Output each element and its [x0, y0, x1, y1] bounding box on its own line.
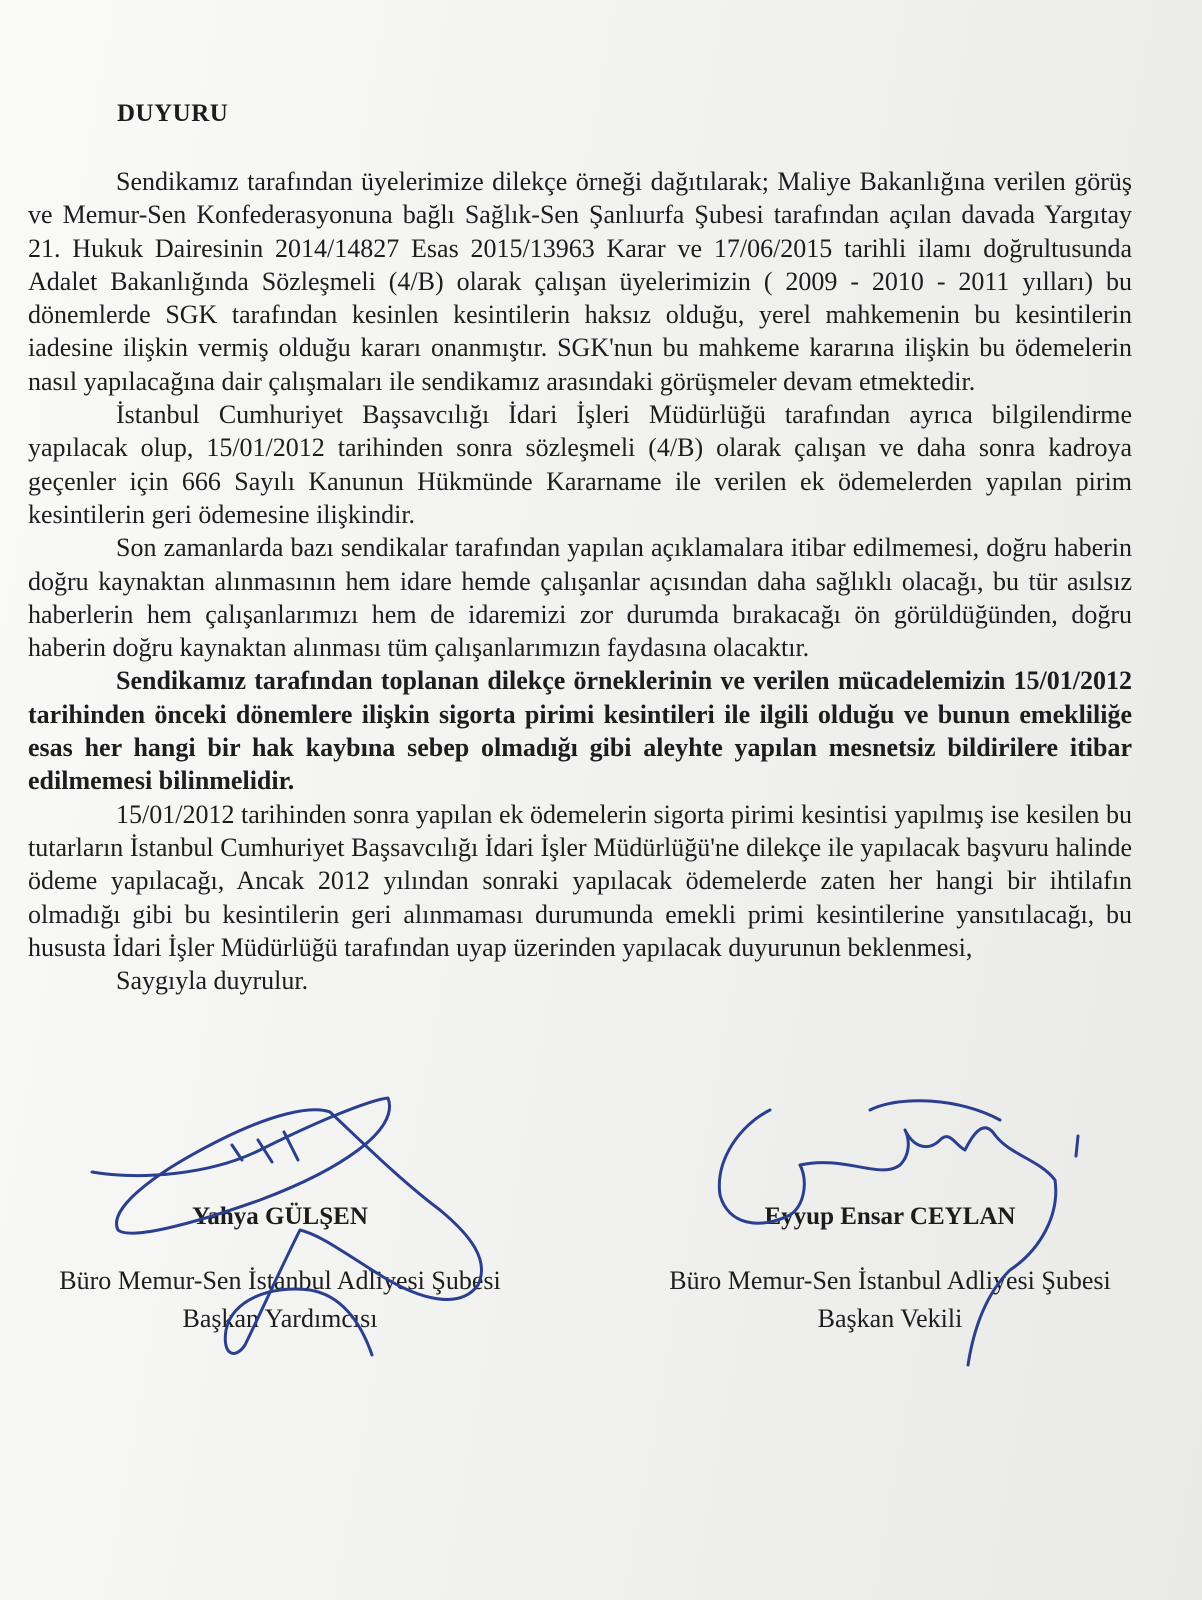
signatory-right-position: Başkan Vekili — [817, 1304, 963, 1333]
signatory-left-position: Başkan Yardımcısı — [182, 1304, 378, 1333]
paragraph-1: Sendikamız tarafından üyelerimize dilekçe örneği dağıtılarak; Maliye Bakanlığına verilen görüş ve Memur-Sen Konfederasyonuna bağlı Sağlık-Sen Şanlıurfa Şubesi tarafından açılan davada Yargıtay 21. Hukuk Dairesinin 2014/14827 Esas 2015/13963 Karar ve 17/06/2015 tarihli ilamı doğrultusunda Adalet Bakanlığında Sözleşmeli (4/B) olarak çalışan üyelerimizin ( 2009 - 2010 - 2011 yılları) bu dönemlerde SGK tarafından kesinlen kesintilerin haksız olduğu, yerel mahkemenin bu kesintilerin iadesine ilişkin vermiş olduğu kararı onanmıştır. SGK'nun bu mahkeme kararına ilişkin bu ödemelerin nasıl yapılacağına dair çalışmaları ile sendikamız arasındaki görüşmeler devam etmektedir. — [28, 167, 1132, 396]
paragraph-4-emphasis: Sendikamız tarafından toplanan dilekçe örneklerinin ve verilen mücadelemizin 15/01/2012 tarihinden önceki dönemlere ilişkin sigorta pirimi kesintileri ile ilgili olduğu ve bunun emekliliğe esas her hangi bir hak kaybına sebep olmadığı gibi aleyhte yapılan mesnetsiz bildirilere itibar edilmemesi bilinmelidir. — [28, 666, 1132, 796]
signatory-left — [20, 1198, 540, 1338]
document-title: DUYURU — [117, 100, 229, 127]
paragraph-2: İstanbul Cumhuriyet Başsavcılığı İdari İşleri Müdürlüğü tarafından ayrıca bilgilendirme yapılacak olup, 15/01/2012 tarihinden sonra sözleşmeli (4/B) olarak çalışan ve daha sonra kadroya geçenler için 666 Sayılı Kanunun Hükmünde Kararname ile verilen ek ödemelerden yapılan pirim kesintilerin geri ödemesine ilişkindir. — [28, 400, 1132, 529]
closing-line: Saygıyla duyrulur. — [116, 966, 309, 996]
paragraph-3: Son zamanlarda bazı sendikalar tarafından yapılan açıklamalara itibar edilmemesi, doğru haberin doğru kaynaktan alınmasının hem idare hemde çalışanlar açısından daha sağlıklı olacağı, bu tür asılsız haberlerin hem çalışanlarımızı hem de idaremizi zor durumda bırakacağı ön görüldüğünden, doğru haberin doğru kaynaktan alınması tüm çalışanlarımızın faydasına olacaktır. — [28, 533, 1132, 663]
signatory-left-organization: Büro Memur-Sen İstanbul Adliyesi Şubesi — [59, 1266, 501, 1295]
signatory-left-name: Yahya GÜLŞEN — [192, 1203, 368, 1230]
paragraph-5: 15/01/2012 tarihinden sonra yapılan ek ödemelerin sigorta pirimi kesintisi yapılmış ise kesilen bu tutarların İstanbul Cumhuriyet Başsavcılığı İdari İşler Müdürlüğü'ne dilekçe ile yapılacak başvuru halinde ödeme yapılacağı, Ancak 2012 yılından sonraki yapılacak ödemelerde zaten her hangi bir ihtilafın olmadığı gibi bu kesintilerin geri alınmaması durumunda emekli primi kesintilerine yansıtılacağı, bu hususta İdari İşler Müdürlüğü tarafından uyap üzerinden yapılacak duyurunun beklenmesi, — [28, 799, 1132, 962]
signatory-right-organization: Büro Memur-Sen İstanbul Adliyesi Şubesi — [669, 1266, 1111, 1295]
document-body — [28, 165, 1132, 997]
signatory-right — [630, 1198, 1150, 1338]
signatory-right-name: Eyyup Ensar CEYLAN — [764, 1203, 1016, 1230]
